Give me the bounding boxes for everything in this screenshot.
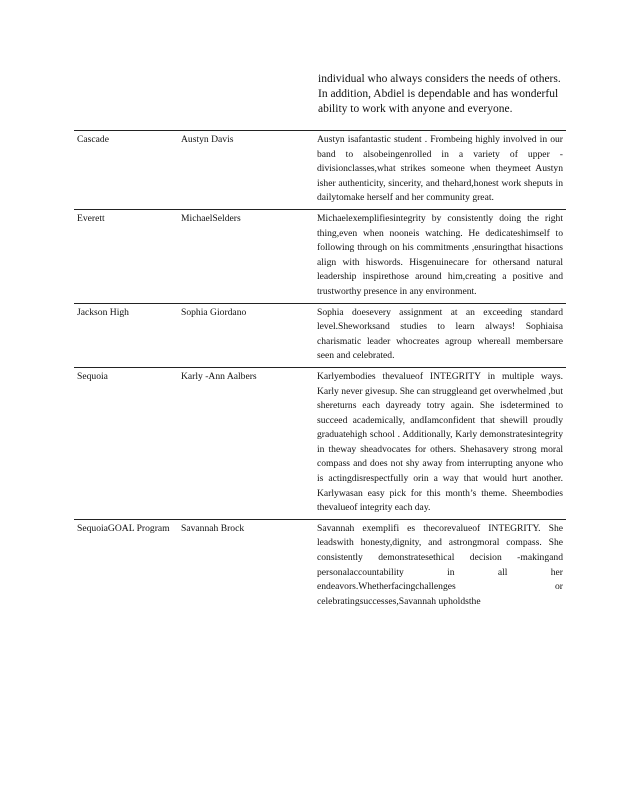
student-cell: Savannah Brock xyxy=(178,519,314,612)
description-cell: Michaelexemplifiesintegrity by consistently doing the right thing,even when nooneis watching. He dedicateshimself to following through on his commitments ,ensuringthat hisactions align with hiswords. Hisgenuinecare for othersand natural leadership inspirethose around him,creating a positive and trustworthy presence in any environment. xyxy=(314,209,566,303)
school-cell: Cascade xyxy=(74,131,178,210)
student-cell: Karly -Ann Aalbers xyxy=(178,367,314,519)
table-row xyxy=(74,303,566,367)
student-cell: Sophia Giordano xyxy=(178,303,314,367)
description-cell: Savannah exemplifi es thecorevalueof INTEGRITY. She leadswith honesty,dignity, and astrongmoral compass. She consistently demonstratesethical decision -makingand personalaccountability in all her endeavors.Whetherfacingchallenges or celebratingsuccesses,Savannah upholdsthe xyxy=(314,519,566,612)
student-cell: MichaelSelders xyxy=(178,209,314,303)
school-cell: Sequoia xyxy=(74,367,178,519)
description-cell: Austyn isafantastic student . Frombeing highly involved in our band to alsobeingenrolled in a variety of upper -divisionclasses,what strikes someone when theymeet Austyn isher authenticity, sincerity, and thehard,honest work sheputs in dailytomake herself and her community great. xyxy=(314,131,566,210)
nominees-table xyxy=(74,130,566,612)
table-row xyxy=(74,519,566,612)
student-cell: Austyn Davis xyxy=(178,131,314,210)
table-row xyxy=(74,131,566,210)
table-row xyxy=(74,209,566,303)
continuation-paragraph: individual who always considers the needs of others. In addition, Abdiel is dependable and has wonderful ability to work with anyone and everyone. xyxy=(318,73,561,115)
table-row xyxy=(74,367,566,519)
school-cell: SequoiaGOAL Program xyxy=(74,519,178,612)
school-cell: Jackson High xyxy=(74,303,178,367)
school-cell: Everett xyxy=(74,209,178,303)
description-cell: Sophia doesevery assignment at an exceeding standard level.Sheworksand studies to learn always! Sophiaisa charismatic leader whocreates agroup whereall membersare seen and celebrated. xyxy=(314,303,566,367)
description-cell: Karlyembodies thevalueof INTEGRITY in multiple ways. Karly never givesup. She can struggleand get overwhelmed ,but shereturns each dayready totry again. She isdetermined to succeed academically, andIamconfident that shewill proudly graduatehigh school . Additionally, Karly demonstratesintegrity in theway sheadvocates for others. Shehasavery strong moral compass and does not shy away from interrupting anyone who is actingdisrespectfully orin a way that would hurt another. Karlywasan easy pick for this month’s theme. Sheembodies thevalueof integrity each day. xyxy=(314,367,566,519)
